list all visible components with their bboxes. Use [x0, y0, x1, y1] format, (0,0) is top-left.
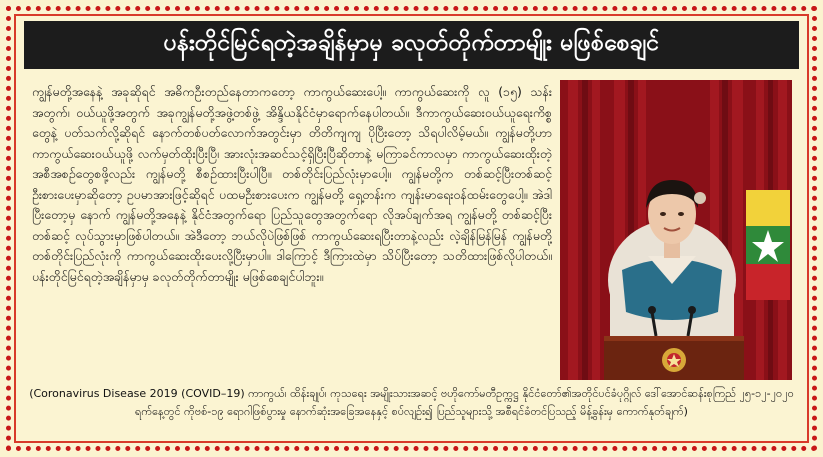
title-bar — [24, 21, 799, 69]
article-body: ကျွန်မတို့အနေနဲ့ အခုဆိုရင် အဓိကဦးတည်နေတာကတော့ ကာကွယ်ဆေးပေါ့။ ကာကွယ်ဆေးကို လူ (၁၅) သန်းအတွက်၊ ဝယ်ယူဖို့အတွက် အခုကျွန်မတို့အဖွဲ့တစ်ဖွဲ့ အိန္ဒိယနိုင်ငံမှာရောက်နေပါတယ်။ ဒီကာကွယ်ဆေးဝယ်ယူရေးကိစ္စတွေနဲ့ ပတ်သက်လို့ဆိုရင် နောက်တစ်ပတ်လောက်အတွင်းမှာ တိတိကျကျ ပိုပြီးတော့ သိရပါလိမ့်မယ်။ ကျွန်မတို့ဟာ ကာကွယ်ဆေးဝယ်ယူဖို့ လက်မှတ်ထိုးပြီးပြီ၊ အားလုံးအဆင်သင့်ရှိပြီးပြီဆိုတာနဲ့ မကြာခင်ကာလမှာ ကာကွယ်ဆေးထိုးတဲ့ အစီအစဉ်တွေစဖို့လည်း ကျွန်မတို့ စီစဉ်ထားပြီးပါပြီ။ တစ်တိုင်းပြည်လုံးမှာပေါ့။ ကျွန်မတို့က တစ်ဆင့်ပြီးတစ်ဆင့် ဦးစားပေးမှာဆိုတော့ ဥပမာအားဖြင့်ဆိုရင် ပထမဦးစားပေးက ကျွန်မတို့ ရှေ့တန်းက ကျန်းမာရေးဝန်ထမ်းတွေပေါ့။ အဲဒါပြီးတော့မှ နောက် ကျွန်မတို့အနေနဲ့ နိုင်ငံအတွက်ရော ပြည်သူတွေအတွက်ရော လိုအပ်ချက်အရ ကျွန်မတို့ တစ်ဆင့်ပြီးတစ်ဆင့် လုပ်သွားမှာဖြစ်ပါတယ်။ အဲဒီတော့ ဘယ်လိုပဲဖြစ်ဖြစ် ကာကွယ်ဆေးရပြီးတာနဲ့လည်း လဲ့ချိန်မြန်မြန် ကျွန်မတို့ တစ်တိုင်းပြည်လုံးကို ကာကွယ်ဆေးထိုးပေးလို့ပြီးမှာပါ။ ဒါကြောင့် ဒီကြားထဲမှာ သိပ်ပြီးတော့ သတိထားဖြစ်လိုပါတယ်။ ပန်းတိုင်မြင်ရတဲ့အချိန်မှာမှ ခလုတ်တိုက်တာမျိုး မဖြစ်စေချင်ပါဘူး။ — [32, 84, 552, 284]
state-emblem-icon — [662, 348, 686, 372]
speaker-at-podium-photo — [560, 80, 792, 380]
speaker-photo — [560, 80, 792, 380]
photo-caption: (Coronavirus Disease 2019 (COVID–19) ကာကွယ်၊ ထိန်းချုပ်၊ ကုသရေး အမျိုးသားအဆင့် ဗဟိုကော်မတီဥက္ကဋ္ဌ နိုင်ငံတော်၏အတိုင်ပင်ခံပုဂ္ဂိုလ် ဒေါ်အောင်ဆန်းစုကြည် ၂၅-၁၂-၂၀၂၀ ရက်နေ့တွင် ကိုဗစ်-၁၉ ရောဂါဖြစ်ပွားမှု နောက်ဆုံးအခြေအနေနှင့် စပ်လျဉ်း၍ ပြည်သူများသို့ အစီရင်ခံတင်ပြသည့် မိန့်ခွန်းမှ ကောက်နုတ်ချက်) — [29, 387, 794, 418]
article-title: ပန်းတိုင်မြင်ရတဲ့အချိန်မှာမှ ခလုတ်တိုက်တာမျိုး မဖြစ်စေချင် — [163, 30, 660, 56]
flag — [746, 190, 790, 300]
